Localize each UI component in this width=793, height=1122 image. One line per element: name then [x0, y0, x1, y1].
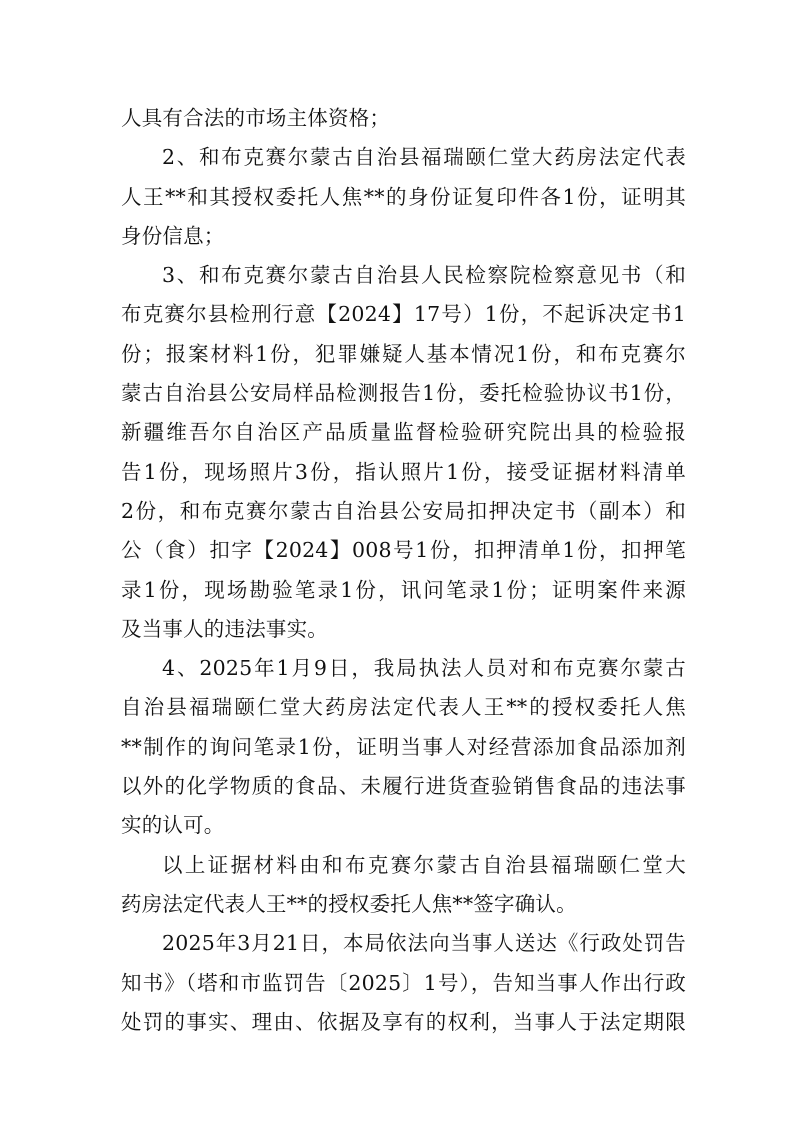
text-line: 人具有合法的市场主体资格； — [121, 106, 391, 130]
text-line: 告1份，现场照片3份，指认照片1份，接受证据材料清单 — [121, 459, 686, 484]
text-line: 2025年3月21日，本局依法向当事人送达《行政处罚告 — [162, 931, 686, 956]
text-line: 公（食）扣字【2024】008号1份，扣押清单1份，扣押笔 — [121, 538, 686, 563]
text-line: 以外的化学物质的食品、未履行进货查验销售食品的违法事 — [121, 774, 686, 799]
text-line: 新疆维吾尔自治区产品质量监督检验研究院出具的检验报 — [121, 420, 686, 445]
text-line: 3、和布克赛尔蒙古自治县人民检察院检察意见书（和 — [162, 263, 686, 288]
text-line: 2、和布克赛尔蒙古自治县福瑞颐仁堂大药房法定代表 — [162, 145, 686, 170]
text-line: 人王**和其授权委托人焦**的身份证复印件各1份，证明其 — [121, 184, 686, 209]
text-line: 份；报案材料1份，犯罪嫌疑人基本情况1份，和布克赛尔 — [121, 341, 686, 366]
text-line: **制作的询问笔录1份，证明当事人对经营添加食品添加剂 — [121, 734, 686, 759]
text-line: 药房法定代表人王**的授权委托人焦**签字确认。 — [121, 891, 577, 916]
text-line: 蒙古自治县公安局样品检测报告1份，委托检验协议书1份， — [121, 381, 686, 406]
text-line: 知书》（塔和市监罚告〔2025〕1号），告知当事人作出行政 — [121, 970, 686, 995]
text-line: 布克赛尔县检刑行意【2024】17号）1份，不起诉决定书1 — [121, 302, 686, 327]
text-line: 自治县福瑞颐仁堂大药房法定代表人王**的授权委托人焦 — [121, 695, 686, 720]
text-line: 录1份，现场勘验笔录1份，讯问笔录1份；证明案件来源 — [121, 577, 686, 602]
body-text — [121, 99, 686, 1042]
text-line: 2份，和布克赛尔蒙古自治县公安局扣押决定书（副本）和 — [121, 498, 686, 523]
text-line: 及当事人的违法事实。 — [121, 616, 328, 641]
text-line: 4、2025年1月9日，我局执法人员对和布克赛尔蒙古 — [162, 656, 686, 681]
text-line: 身份信息； — [121, 223, 225, 248]
text-line: 处罚的事实、理由、依据及享有的权利，当事人于法定期限 — [121, 1009, 686, 1034]
text-line: 实的认可。 — [121, 813, 225, 838]
text-line: 以上证据材料由和布克赛尔蒙古自治县福瑞颐仁堂大 — [162, 852, 686, 877]
